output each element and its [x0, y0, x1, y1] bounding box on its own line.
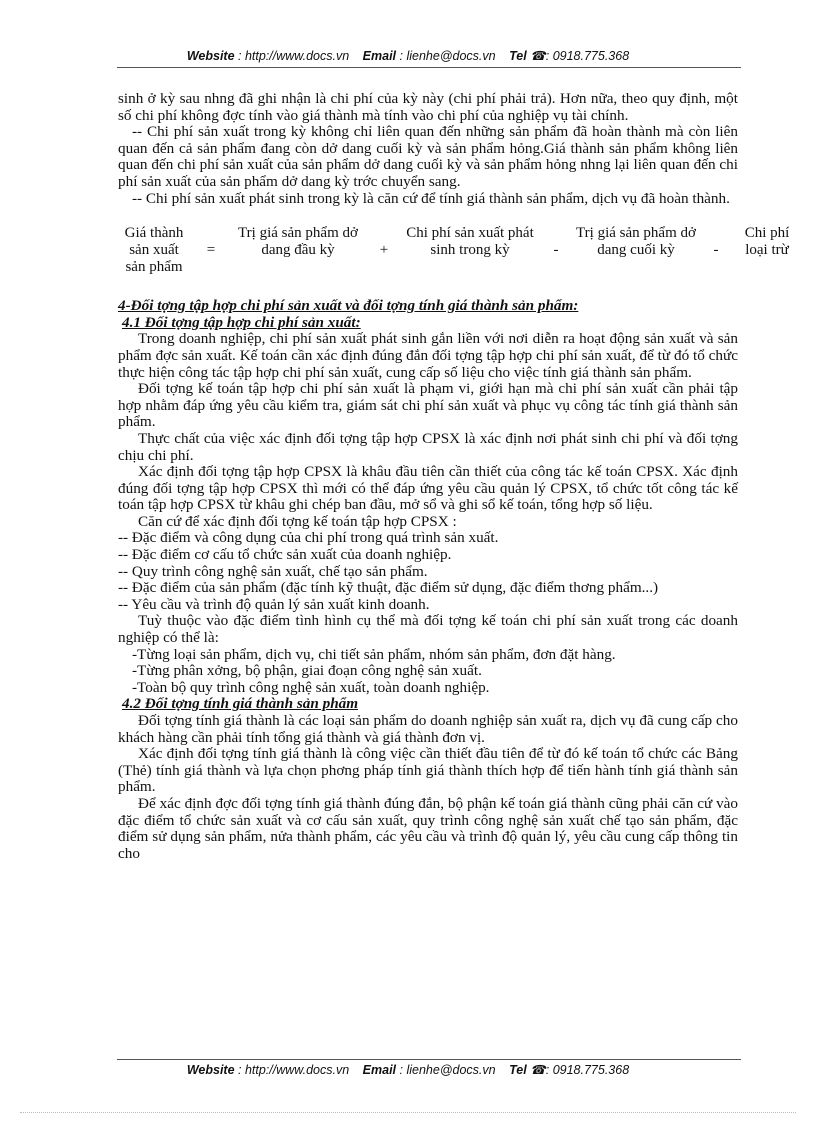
- paragraph: Tuỳ thuộc vào đặc điểm tình hình cụ thể mà đối tợng kế toán chi phí sản xuất trong các doanh nghiệp có thể là:: [118, 612, 738, 647]
- formula-term-opening-wip: Trị giá sản phẩm dở dang đầu kỳ: [238, 225, 358, 259]
- footer-website-url[interactable]: : http://www.docs.vn: [238, 1063, 350, 1077]
- paragraph: Căn cứ để xác định đối tợng kế toán tập hợp CPSX :: [138, 512, 457, 530]
- formula-operator: +: [379, 242, 389, 259]
- page-footer: [0, 1062, 816, 1077]
- list-item: -- Yêu cầu và trình độ quản lý sản xuất kinh doanh.: [118, 595, 430, 613]
- paragraph: Thực chất của việc xác định đối tợng tập hợp CPSX là xác định nơi phát sinh chi phí và đối tợng chịu chi phí.: [118, 429, 738, 464]
- paragraph: Xác định đối tợng tập hợp CPSX là khâu đầu tiên cần thiết của công tác kế toán CPSX. Xác định đúng đối tợng tập hợp CPSX thì mới có thể đáp ứng yêu cầu quản lý CPSX, tổ chức tốt công tác kế toán tập hợp CPSX từ khâu ghi chép ban đầu, mở sổ và ghi sổ kế toán, tổng hợp số liệu.: [118, 463, 738, 514]
- header-tel-label: Tel: [509, 49, 527, 63]
- formula-term-excluded-cost: Chi phí loại trừ: [744, 225, 790, 259]
- document-body: [118, 90, 790, 862]
- paragraph: Đối tợng tính giá thành là các loại sản phẩm do doanh nghiệp sản xuất ra, dịch vụ đã cung cấp cho khách hàng cần phải tính tổng giá thành và giá thành đơn vị.: [118, 712, 738, 746]
- footer-email-label: Email: [362, 1063, 397, 1077]
- list-item: -- Đặc điểm và công dụng của chi phí trong quá trình sản xuất.: [118, 529, 499, 547]
- formula-term-closing-wip: Trị giá sản phẩm dở dang cuối kỳ: [576, 225, 696, 259]
- list-item: -- Đặc điểm của sản phẩm (đặc tính kỹ thuật, đặc điểm sử dụng, đặc điểm thơng phẩm...): [118, 579, 659, 597]
- formula-term-period-cost: Chi phí sản xuất phát sinh trong kỳ: [406, 225, 534, 259]
- header-website-url[interactable]: : http://www.docs.vn: [238, 49, 350, 63]
- header-website-label: Website: [186, 49, 235, 63]
- footer-website-label: Website: [186, 1063, 235, 1077]
- paragraph: Xác định đối tợng tính giá thành là công việc cần thiết đầu tiên để từ đó kế toán tổ chức các Bảng (Thẻ) tính giá thành và lựa chọn phơng pháp tính giá thành thích hợp để tiến hành tính giá thành sản phẩm.: [118, 745, 738, 796]
- formula-operator: -: [553, 242, 559, 259]
- list-item: -Từng loại sản phẩm, dịch vụ, chi tiết sản phẩm, nhóm sản phẩm, đơn đặt hàng.: [132, 645, 616, 663]
- formula-operator: -: [713, 242, 719, 259]
- list-item: -Toàn bộ quy trình công nghệ sản xuất, toàn doanh nghiệp.: [132, 678, 490, 696]
- header-tel-value: : 0918.775.368: [545, 49, 630, 63]
- paragraph: Để xác định đợc đối tợng tính giá thành đúng đắn, bộ phận kế toán giá thành cũng phải căn cứ vào đặc điểm tổ chức sản xuất và cơ cấu sản xuất, quy trình công nghệ sản xuất chế tạo sản phẩm, đặc điểm sử dụng sản phẩm, nửa thành phẩm, các yêu cầu và trình độ quản lý, yêu cầu cung cấp thông tin cho: [118, 794, 738, 862]
- paragraph: Trong doanh nghiệp, chi phí sản xuất phát sinh gắn liền với nơi diễn ra hoạt động sản xuất và sản phẩm đợc sản xuất. Kế toán cần xác định đúng đắn đối tợng tập hợp chi phí sản xuất, để từ đó tổ chức thực hiện công tác tập hợp chi phí sản xuất, cung cấp số liệu cho việc tính giá thành sản phẩm.: [118, 330, 738, 381]
- phone-icon: ☎: [530, 49, 546, 63]
- footer-rule: [117, 1059, 741, 1060]
- paragraph: -- Chi phí sản xuất trong kỳ không chỉ liên quan đến những sản phẩm đã hoàn thành mà còn liên quan đến cả sản phẩm đang còn dở dang cuối kỳ và sản phẩm hỏng.Giá thành sản phẩm không liên quan đến chi phí sản xuất của sản phẩm dở dang cuối kỳ và sản phẩm hỏng nhng lại liên quan đến chi phí sản xuất của sản phẩm dở dang kỳ trớc chuyển sang.: [118, 123, 738, 190]
- page-edge-divider: [20, 1112, 796, 1113]
- section-heading: 4-Đối tợng tập hợp chi phí sản xuất và đối tợng tính giá thành sản phẩm:: [118, 297, 579, 315]
- list-item: -- Đặc điểm cơ cấu tổ chức sản xuất của doanh nghiệp.: [118, 546, 452, 564]
- paragraph: sinh ở kỳ sau nhng đã ghi nhận là chi phí của kỳ này (chi phí phải trả). Hơn nữa, theo quy định, một số chi phí không đợc tính vào giá thành mà tính vào chi phí của nghiệp vụ tài chính.: [118, 90, 738, 124]
- footer-email-value[interactable]: : lienhe@docs.vn: [399, 1063, 496, 1077]
- footer-tel-value: : 0918.775.368: [545, 1063, 630, 1077]
- formula-operator: =: [206, 242, 216, 259]
- page-header: [0, 48, 816, 63]
- footer-tel-label: Tel: [509, 1063, 527, 1077]
- header-email-label: Email: [362, 49, 397, 63]
- cost-formula: [118, 225, 790, 276]
- header-email-value[interactable]: : lienhe@docs.vn: [399, 49, 496, 63]
- phone-icon: ☎: [530, 1063, 546, 1077]
- paragraph: -- Chi phí sản xuất phát sinh trong kỳ là căn cứ để tính giá thành sản phẩm, dịch vụ đã hoàn thành.: [132, 189, 730, 207]
- subsection-heading: 4.2 Đối tợng tính giá thành sản phẩm: [122, 695, 359, 713]
- subsection-heading: 4.1 Đối tợng tập hợp chi phí sản xuất:: [122, 313, 361, 331]
- header-rule: [117, 67, 741, 68]
- paragraph: Đối tợng kế toán tập hợp chi phí sản xuất là phạm vi, giới hạn mà chi phí sản xuất cần phải tập hợp nhằm đáp ứng yêu cầu kiểm tra, giám sát chi phí sản xuất và phục vụ công tác tính giá thành sản phẩm.: [118, 380, 738, 431]
- list-item: -- Quy trình công nghệ sản xuất, chế tạo sản phẩm.: [118, 562, 428, 580]
- list-item: -Từng phân xởng, bộ phận, giai đoạn công nghệ sản xuất.: [132, 662, 482, 680]
- formula-term-production-cost: Giá thành sản xuất sản phẩm: [124, 225, 184, 276]
